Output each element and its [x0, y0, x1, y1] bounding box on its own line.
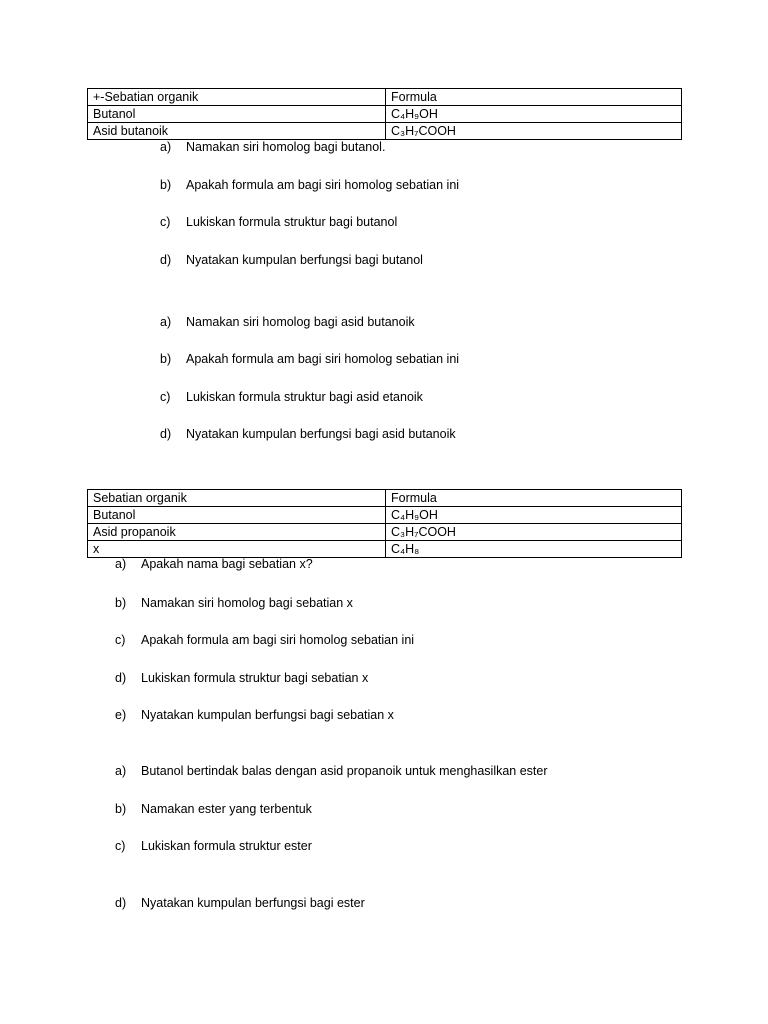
- list-item: [160, 214, 397, 230]
- item-marker: a): [160, 140, 172, 154]
- item-text: Namakan ester yang terbentuk: [141, 802, 312, 816]
- list-item: [115, 763, 548, 779]
- item-text: Namakan siri homolog bagi butanol.: [186, 140, 386, 154]
- list-item: [160, 389, 423, 405]
- table-row: [88, 541, 682, 558]
- table-row: [88, 123, 682, 140]
- item-marker: c): [160, 215, 171, 229]
- list-item: [115, 670, 368, 686]
- item-text: Apakah formula am bagi siri homolog sebatian ini: [141, 633, 415, 647]
- item-marker: b): [160, 352, 172, 366]
- item-text: Butanol bertindak balas dengan asid propanoik untuk menghasilkan ester: [141, 764, 548, 778]
- table-cell: Asid propanoik: [88, 524, 386, 541]
- item-marker: c): [115, 839, 126, 853]
- item-marker: d): [160, 427, 172, 441]
- item-text: Namakan siri homolog bagi sebatian x: [141, 596, 353, 610]
- list-item: [115, 838, 312, 854]
- item-text: Lukiskan formula struktur ester: [141, 839, 312, 853]
- table-header-cell: Formula: [386, 490, 682, 507]
- table-cell: x: [88, 541, 386, 558]
- table-cell: C₃H₇COOH: [386, 123, 682, 140]
- list-item: [160, 314, 415, 330]
- item-text: Namakan siri homolog bagi asid butanoik: [186, 315, 415, 329]
- compound-table-2: [87, 489, 682, 558]
- table-cell: C₄H₉OH: [386, 106, 682, 123]
- item-marker: d): [160, 253, 172, 267]
- item-marker: c): [115, 633, 126, 647]
- list-item: [115, 632, 414, 648]
- list-item: [115, 801, 312, 817]
- list-item: [160, 252, 423, 268]
- list-item: [115, 895, 365, 911]
- table-header-cell: Sebatian organik: [88, 490, 386, 507]
- item-text: Nyatakan kumpulan berfungsi bagi sebatian x: [141, 708, 394, 722]
- table-header-row: [88, 490, 682, 507]
- list-item: [160, 426, 456, 442]
- table-cell: Asid butanoik: [88, 123, 386, 140]
- table-cell: C₃H₇COOH: [386, 524, 682, 541]
- list-item: [160, 351, 459, 367]
- item-text: Apakah nama bagi sebatian x?: [141, 557, 313, 571]
- table-cell: Butanol: [88, 507, 386, 524]
- item-marker: e): [115, 708, 127, 722]
- item-text: Lukiskan formula struktur bagi butanol: [186, 215, 398, 229]
- compound-table-1: [87, 88, 682, 140]
- list-item: [160, 139, 385, 155]
- table-cell: C₄H₈: [386, 541, 682, 558]
- list-item: [115, 556, 313, 572]
- item-text: Nyatakan kumpulan berfungsi bagi butanol: [186, 253, 423, 267]
- item-marker: a): [115, 764, 127, 778]
- item-text: Lukiskan formula struktur bagi asid etanoik: [186, 390, 423, 404]
- item-text: Lukiskan formula struktur bagi sebatian x: [141, 671, 369, 685]
- item-marker: d): [115, 671, 127, 685]
- item-text: Nyatakan kumpulan berfungsi bagi ester: [141, 896, 365, 910]
- table-row: [88, 524, 682, 541]
- table-header-cell: +-Sebatian organik: [88, 89, 386, 106]
- item-text: Nyatakan kumpulan berfungsi bagi asid butanoik: [186, 427, 456, 441]
- table-cell: C₄H₉OH: [386, 507, 682, 524]
- item-marker: b): [160, 178, 172, 192]
- item-marker: c): [160, 390, 171, 404]
- list-item: [115, 707, 394, 723]
- list-item: [160, 177, 459, 193]
- item-marker: a): [160, 315, 172, 329]
- item-marker: a): [115, 557, 127, 571]
- table-cell: Butanol: [88, 106, 386, 123]
- item-marker: b): [115, 596, 127, 610]
- table-row: [88, 507, 682, 524]
- item-text: Apakah formula am bagi siri homolog sebatian ini: [186, 178, 460, 192]
- table-row: [88, 106, 682, 123]
- item-marker: b): [115, 802, 127, 816]
- item-text: Apakah formula am bagi siri homolog sebatian ini: [186, 352, 460, 366]
- list-item: [115, 595, 353, 611]
- table-header-row: [88, 89, 682, 106]
- table-header-cell: Formula: [386, 89, 682, 106]
- item-marker: d): [115, 896, 127, 910]
